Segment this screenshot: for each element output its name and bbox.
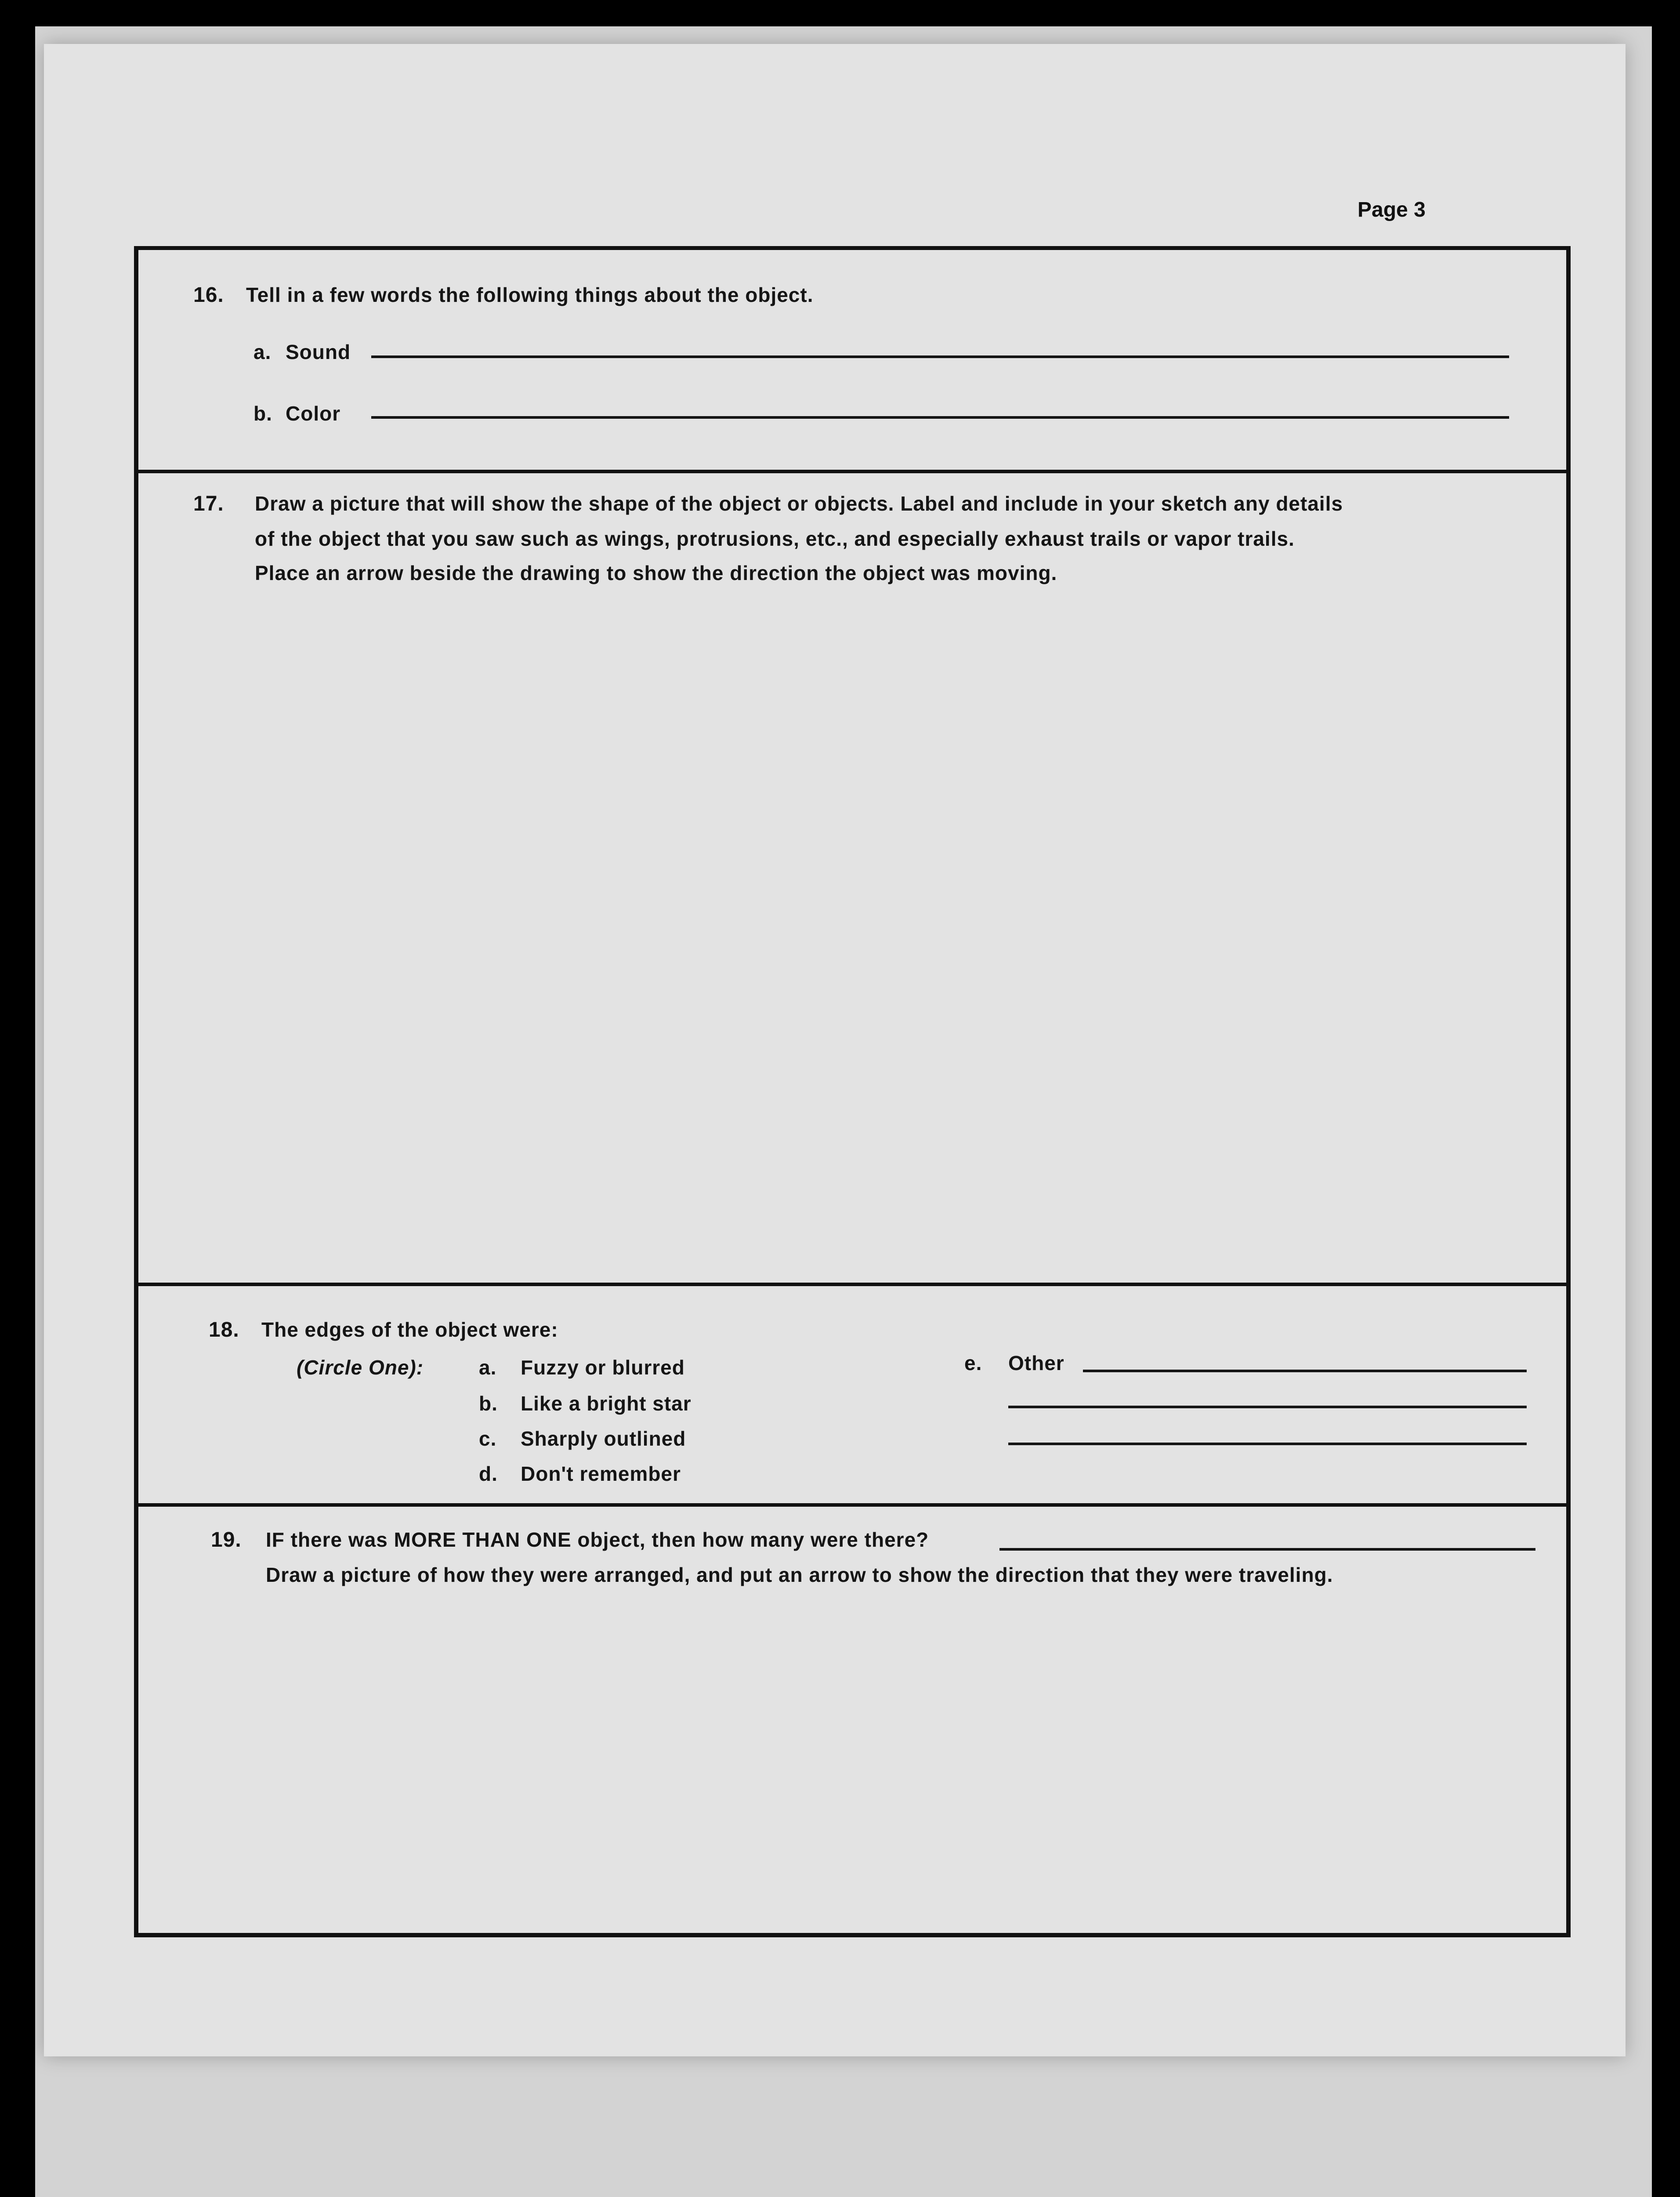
- question-18-section: [138, 1286, 1566, 1507]
- option-b-label[interactable]: Like a bright star: [521, 1392, 692, 1415]
- other-answer-line-2[interactable]: [1008, 1406, 1527, 1408]
- page-number: Page 3: [1358, 198, 1426, 221]
- question-17-number: 17.: [193, 492, 224, 515]
- option-d-label[interactable]: Don't remember: [521, 1462, 681, 1485]
- question-19-line-2: Draw a picture of how they were arranged, and put an arrow to show the direction that they were traveling.: [266, 1563, 1333, 1586]
- question-17-line-2: of the object that you saw such as wings, protrusions, etc., and especially exhaust trails or vapor trails.: [255, 527, 1295, 550]
- option-a-label[interactable]: Fuzzy or blurred: [521, 1356, 685, 1379]
- option-c-label[interactable]: Sharply outlined: [521, 1427, 686, 1450]
- option-c-letter: c.: [479, 1427, 497, 1450]
- question-19-section: [138, 1507, 1566, 1929]
- option-e-label: Other: [1008, 1352, 1064, 1374]
- option-b-letter: b.: [479, 1392, 498, 1415]
- color-label: Color: [286, 402, 341, 425]
- circle-one-instruction: (Circle One):: [297, 1356, 424, 1379]
- question-18-number: 18.: [209, 1318, 239, 1341]
- option-e-letter: e.: [964, 1352, 982, 1374]
- other-answer-line-3[interactable]: [1008, 1443, 1527, 1445]
- option-a-letter: a.: [479, 1356, 497, 1379]
- question-19-number: 19.: [211, 1528, 242, 1552]
- sound-letter: a.: [253, 341, 272, 363]
- question-16-number: 16.: [193, 283, 224, 307]
- arrangement-sketch-area[interactable]: [156, 1608, 1549, 1911]
- other-answer-line-1[interactable]: [1083, 1370, 1527, 1372]
- question-18-prompt: The edges of the object were:: [261, 1318, 558, 1341]
- sound-label: Sound: [286, 341, 351, 363]
- question-17-line-1: Draw a picture that will show the shape of the object or objects. Label and include in your sketch any details: [255, 492, 1343, 515]
- questionnaire-form: [134, 246, 1571, 1937]
- form-page: [44, 44, 1626, 2056]
- question-17-section: [138, 473, 1566, 1286]
- question-17-line-3: Place an arrow beside the drawing to show the direction the object was moving.: [255, 562, 1057, 584]
- color-answer-line[interactable]: [371, 416, 1509, 419]
- question-16-section: [138, 250, 1566, 473]
- sound-answer-line[interactable]: [371, 355, 1509, 358]
- object-sketch-area[interactable]: [156, 605, 1549, 1265]
- object-count-answer-line[interactable]: [999, 1548, 1535, 1551]
- color-letter: b.: [253, 402, 272, 425]
- option-d-letter: d.: [479, 1462, 498, 1485]
- question-19-prompt: IF there was MORE THAN ONE object, then how many were there?: [266, 1528, 929, 1551]
- question-16-prompt: Tell in a few words the following things about the object.: [246, 283, 814, 306]
